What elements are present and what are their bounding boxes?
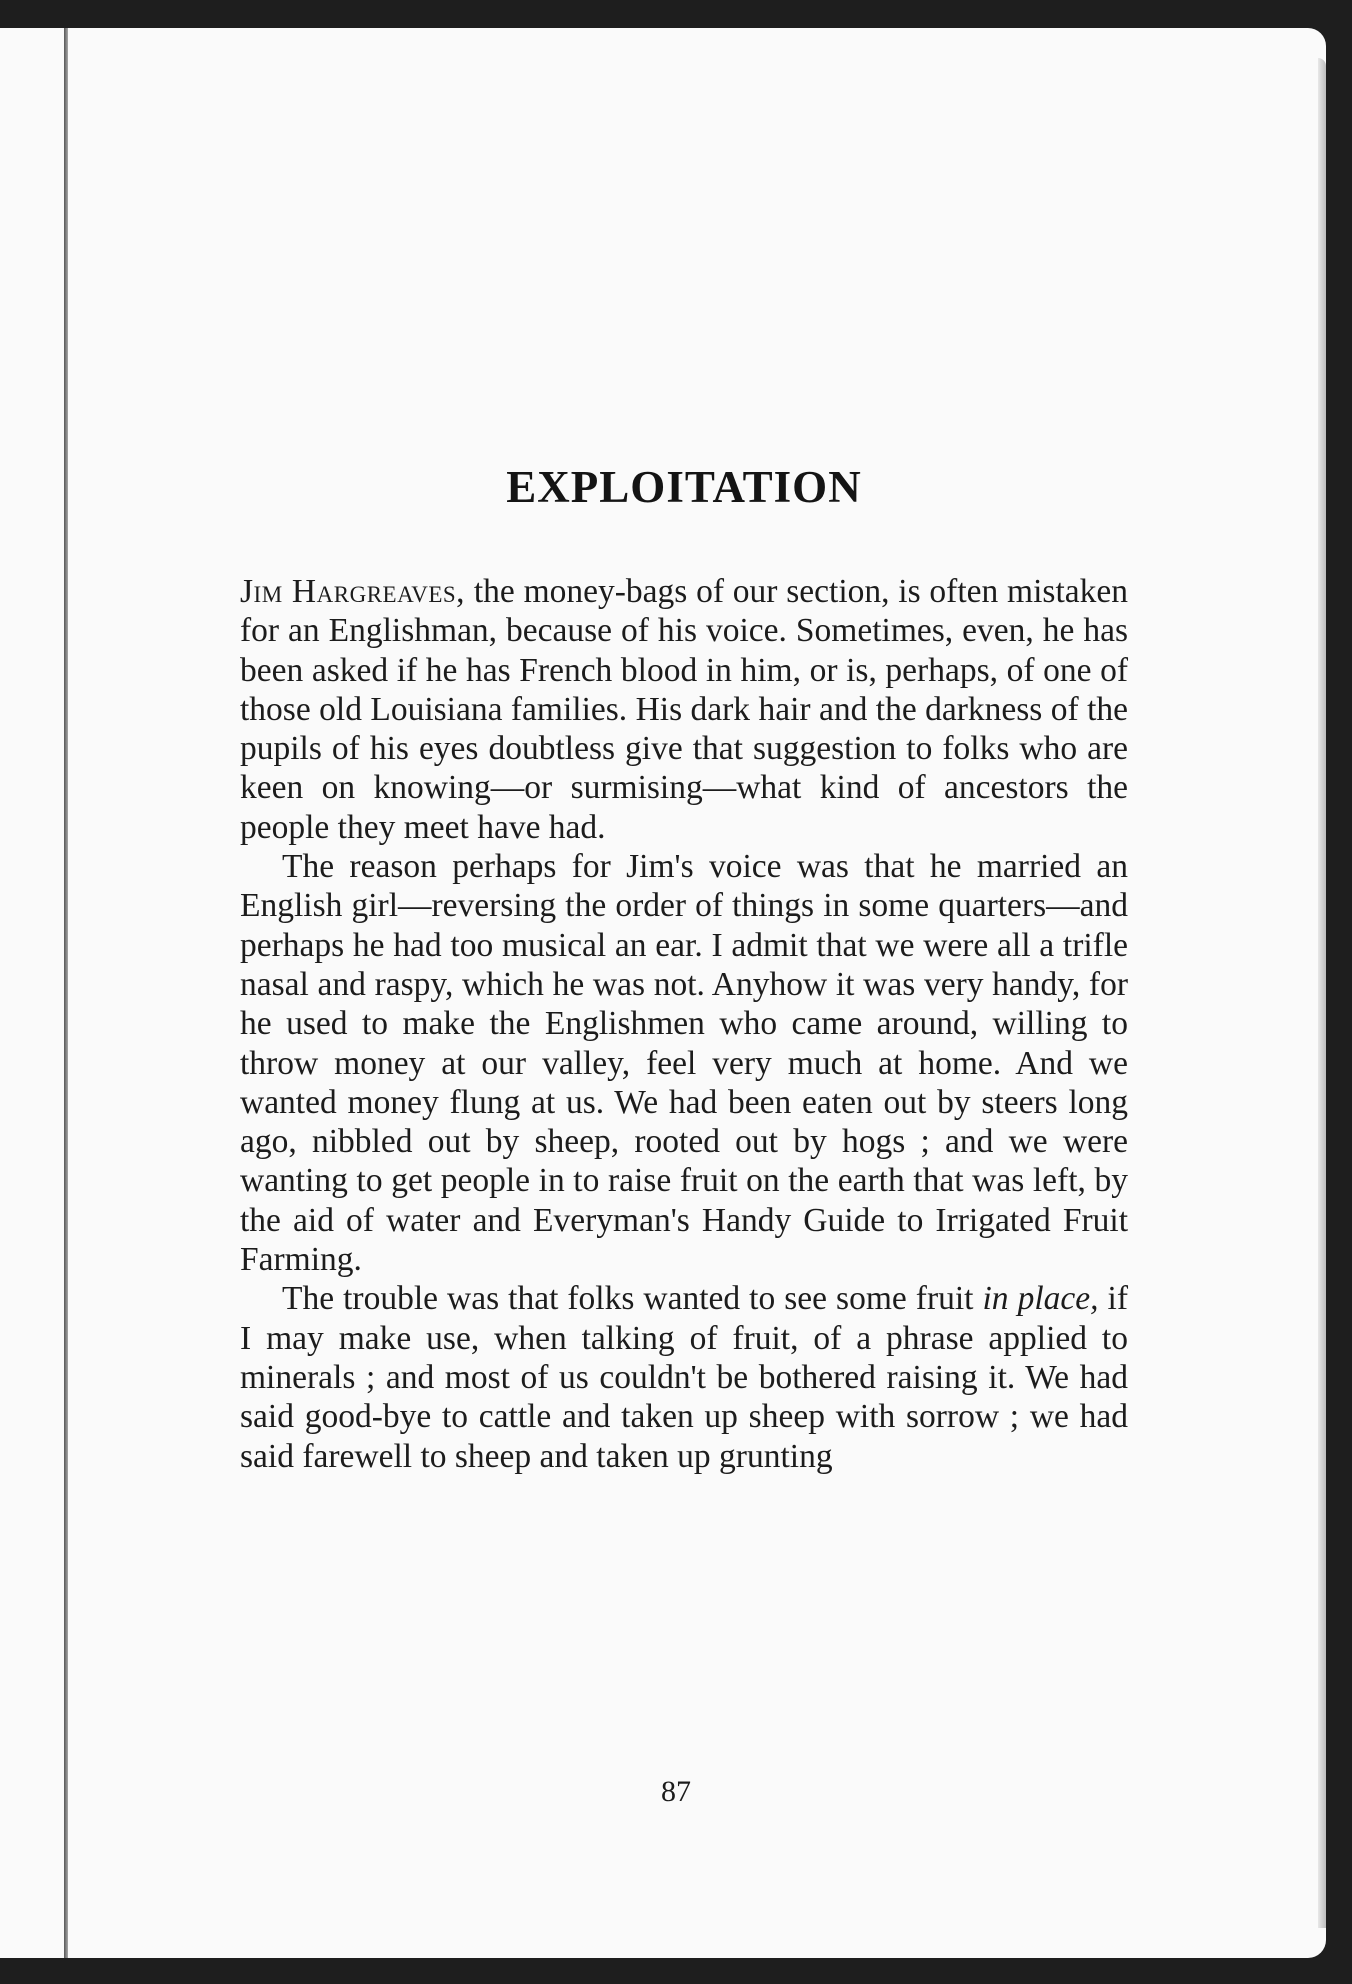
- paragraph-1: [240, 572, 1128, 847]
- paragraph-3-emphasis: in place,: [982, 1280, 1099, 1318]
- paragraph-3-before: The trouble was that folks wanted to see some fruit: [282, 1280, 983, 1318]
- paragraph-3: [240, 1279, 1128, 1475]
- page-edge: [1318, 58, 1326, 1928]
- page-number: 87: [661, 1775, 691, 1808]
- page-gutter: [64, 28, 68, 1958]
- paragraph-2: The reason perhaps for Jim's voice was that he married an English girl—reversing the order of things in some quarters—and perhaps he had too musical an ear. I admit that we were all a trifle nasal and raspy, which he was not. Anyhow it was very handy, for he used to make the Englishmen who came around, willing to throw money at our valley, feel very much at home. And we wanted money flung at us. We had been eaten out by steers long ago, nibbled out by sheep, rooted out by hogs ; and we were wanting to get people in to raise fruit on the earth that was left, by the aid of water and Everyman's Handy Guide to Irrigated Fruit Farming.: [240, 848, 1128, 1279]
- paragraph-1-text: the money-bags of our section, is often mistaken for an Englishman, because of his voice. Sometimes, even, he has been asked if he has French blood in him, or is, perhaps, of one of those old Louisiana families. His dark hair and the darkness of the pupils of his eyes doubtless give that suggestion to folks who are keen on knowing—or surmising—what kind of ancestors the people they meet have had.: [240, 573, 1128, 846]
- chapter-title: EXPLOITATION: [506, 462, 862, 512]
- paragraph-3-after: if I may make use, when talking of fruit, of a phrase applied to minerals ; and most of us couldn't be bothered raising it. We had said good-bye to cattle and taken up sheep with sorrow ; we had said farewell to sheep and taken up grunting: [240, 1280, 1129, 1475]
- page-content: [240, 462, 1129, 1476]
- paragraph-1-lead: Jim Hargreaves,: [240, 573, 466, 610]
